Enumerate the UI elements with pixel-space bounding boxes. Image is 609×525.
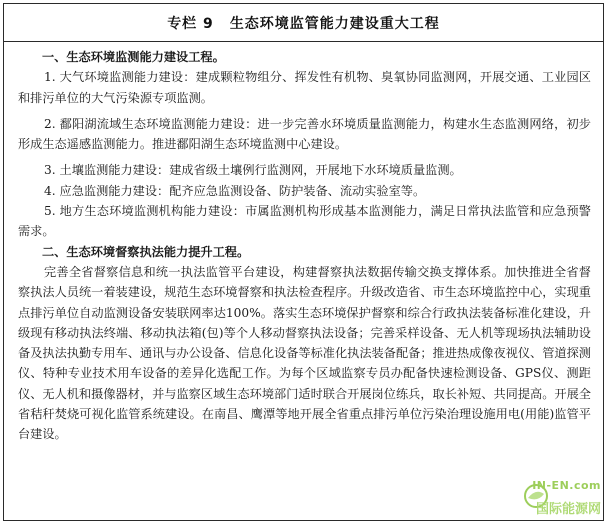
watermark-logo — [521, 477, 603, 519]
section-2-body: 完善全省督察信息和统一执法监管平台建设，构建督察执法数据传输交换支撑体系。加快推进全省督察执法人员统一着装建设，规范生态环境督察和执法检查程序。升级改造省、市生态环境监控中心，实现重点排污单位自动监测设备安装联网率达100%。落实生态环境保护督察和综合行政执法装备标准化建设，升级现有移动执法终端、移动执法箱(包)等个人移动督察执法设备；完善采样设备、无人机等现场执法辅助设备及执法执勤专用车、通讯与办公设备、信息化设备等标准化执法装备配备；推进热成像夜视仪、管道探测仪、特种专业技术用车设备的差异化选配工作。为每个区域监察专员办配备快速检测设备、GPS仪、测距仪、无人机和摄像器材，并与监察区域生态环境部门适时联合开展岗位练兵，取长补短、共同提高。开展全省秸秆焚烧可视化监管系统建设。在南昌、鹰潭等地开展全省重点排污单位污染治理设施用电(用能)监管平台建设。 — [18, 264, 591, 442]
section-1-item-4: 4. 应急监测能力建设：配齐应急监测设备、防护装备、流动实验室等。 — [44, 183, 426, 198]
feature-box — [3, 3, 604, 521]
section-1-item-1: 1. 大气环境监测能力建设：建成颗粒物组分、挥发性有机物、臭氧协同监测网，开展交通、工业园区和排污单位的大气污染源专项监测。 — [18, 70, 591, 105]
watermark-name: 国际能源网 — [535, 502, 601, 517]
section-1-item-3: 3. 土壤监测能力建设：建成省级土壤例行监测网，开展地下水环境质量监测。 — [44, 163, 462, 178]
section-1-item-2: 2. 鄱阳湖流域生态环境监测能力建设：进一步完善水环境质量监测能力，构建水生态监测网络，初步形成生态遥感监测能力。推进鄱阳湖生态环境监测中心建设。 — [18, 116, 591, 152]
section-2-heading: 二、生态环境督察执法能力提升工程。 — [42, 244, 250, 259]
box-content — [4, 42, 603, 445]
section-1-item-5: 5. 地方生态环境监测机构能力建设：市属监测机构形成基本监测能力，满足日常执法监管和应急预警需求。 — [18, 204, 591, 239]
section-1-heading: 一、生态环境监测能力建设工程。 — [42, 50, 225, 64]
box-title: 生态环境监管能力建设重大工程 — [229, 15, 440, 32]
box-label: 专栏 9 — [167, 15, 214, 32]
watermark-domain: IN-EN.com — [532, 479, 601, 492]
box-title-bar — [4, 4, 603, 42]
